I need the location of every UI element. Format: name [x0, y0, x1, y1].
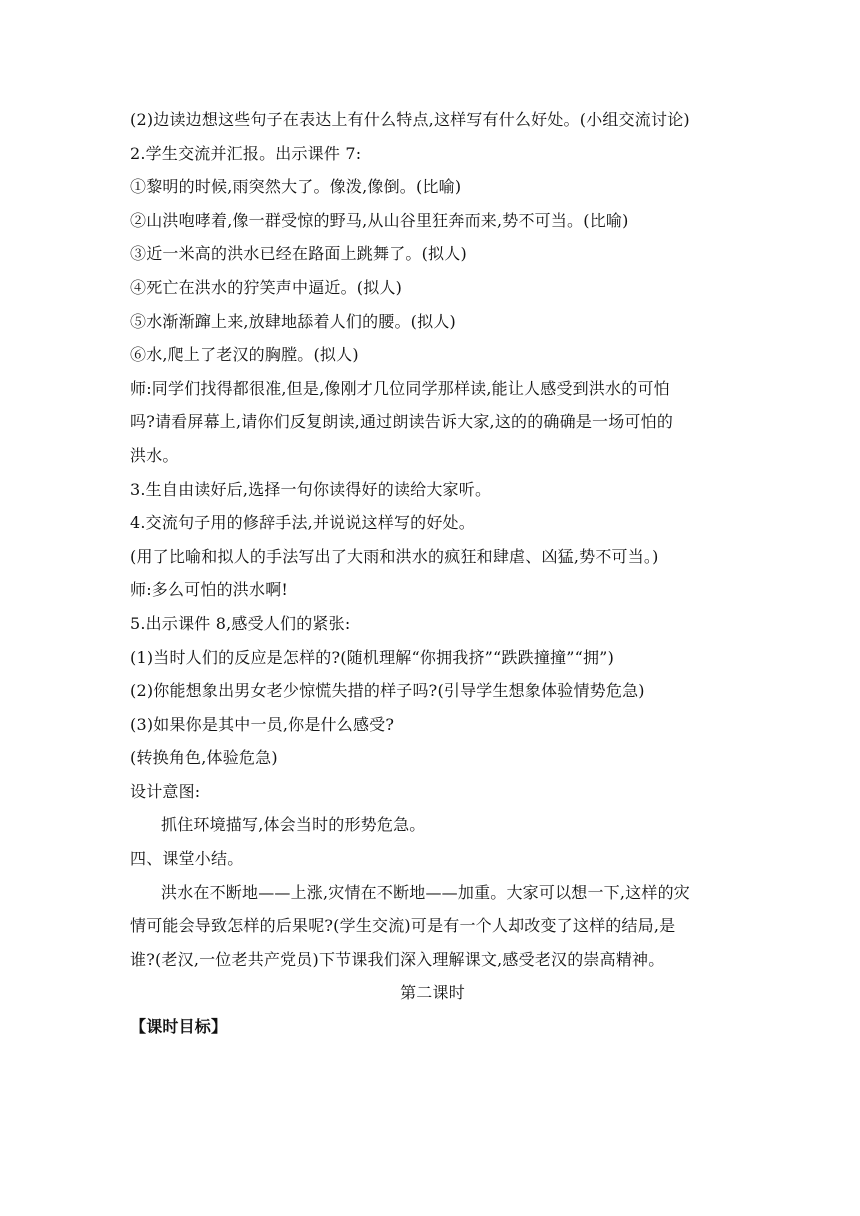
text-line: 5.出示课件 8,感受人们的紧张:	[130, 613, 351, 633]
text-line: ①黎明的时候,雨突然大了。像泼,像倒。(比喻)	[130, 177, 462, 197]
text-line: 吗?请看屏幕上,请你们反复朗读,通过朗读告诉大家,这的的确确是一场可怕的	[130, 412, 674, 432]
text-line: ⑤水渐渐蹿上来,放肆地舔着人们的腰。(拟人)	[130, 311, 456, 331]
section-heading: 四、课堂小结。	[130, 849, 244, 869]
text-line: ④死亡在洪水的狞笑声中逼近。(拟人)	[130, 277, 403, 297]
text-line: 洪水在不断地——上涨,灾情在不断地——加重。大家可以想一下,这样的灾	[161, 882, 690, 902]
lesson-objectives-heading: 【课时目标】	[130, 1017, 228, 1037]
text-line: 师:多么可怕的洪水啊!	[130, 580, 289, 600]
text-line: 洪水。	[130, 445, 179, 465]
document-body	[130, 103, 735, 1044]
text-line: 3.生自由读好后,选择一句你读得好的读给大家听。	[130, 479, 492, 499]
text-line: ⑥水,爬上了老汉的胸膛。(拟人)	[130, 345, 359, 365]
text-line: (1)当时人们的反应是怎样的?(随机理解“你拥我挤”“跌跌撞撞”“拥”)	[130, 647, 615, 667]
text-line: 2.学生交流并汇报。出示课件 7:	[130, 143, 362, 163]
text-line: ③近一米高的洪水已经在路面上跳舞了。(拟人)	[130, 244, 467, 264]
text-line: 谁?(老汉,一位老共产党员)下节课我们深入理解课文,感受老汉的崇高精神。	[130, 949, 665, 969]
text-line: 情可能会导致怎样的后果呢?(学生交流)可是有一个人却改变了这样的结局,是	[130, 916, 676, 936]
text-line: (3)如果你是其中一员,你是什么感受?	[130, 714, 395, 734]
text-line: 抓住环境描写,体会当时的形势危急。	[161, 815, 426, 835]
text-line: 师:同学们找得都很准,但是,像刚才几位同学那样读,能让人感受到洪水的可怕	[130, 378, 670, 398]
lesson-title: 第二课时	[400, 983, 465, 1003]
text-line: (转换角色,体验危急)	[130, 748, 278, 768]
text-line: 4.交流句子用的修辞手法,并说说这样写的好处。	[130, 513, 475, 533]
text-line: (2)边读边想这些句子在表达上有什么特点,这样写有什么好处。(小组交流讨论)	[130, 110, 690, 129]
text-line: ②山洪咆哮着,像一群受惊的野马,从山谷里狂奔而来,势不可当。(比喻)	[130, 210, 629, 230]
text-line: (2)你能想象出男女老少惊慌失措的样子吗?(引导学生想象体验情势危急)	[130, 681, 645, 701]
text-line: 设计意图:	[130, 781, 201, 801]
text-line: (用了比喻和拟人的手法写出了大雨和洪水的疯狂和肆虐、凶猛,势不可当。)	[130, 546, 659, 566]
